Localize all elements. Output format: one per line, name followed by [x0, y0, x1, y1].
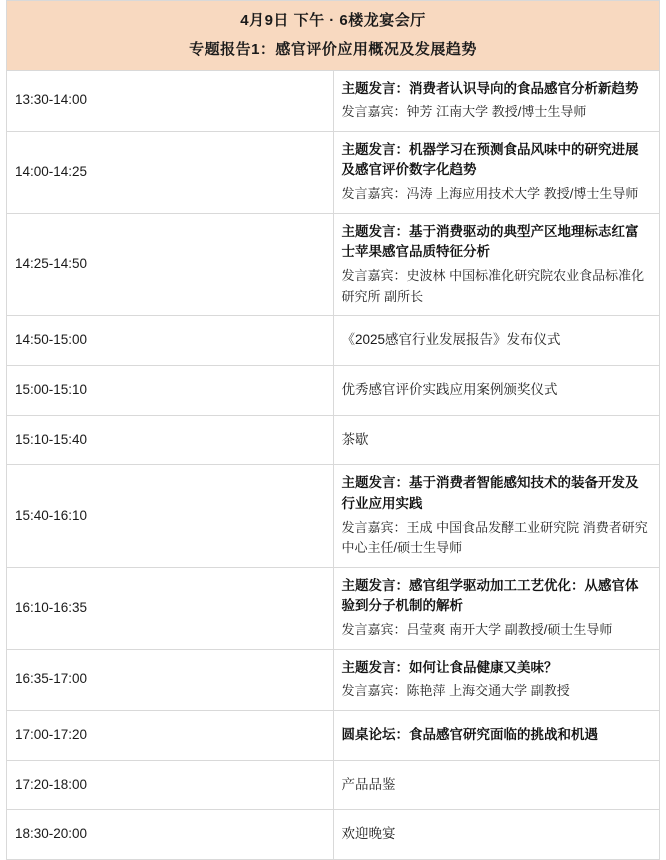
- row-content: [333, 315, 660, 365]
- row-topic: 主题发言：如何让食品健康又美味？: [341, 659, 558, 675]
- row-text: 优秀感官评价实践应用案例颁奖仪式: [341, 381, 558, 397]
- session-datetime-venue: 4月9日 下午 · 6楼龙宴会厅: [240, 12, 426, 29]
- row-time: 17:00-17:20: [7, 710, 334, 760]
- table-row: [7, 131, 660, 213]
- session-header-cell: [7, 1, 660, 71]
- row-topic: 主题发言：基于消费驱动的典型产区地理标志红富士苹果感官品质特征分析: [341, 223, 639, 260]
- table-row: [7, 213, 660, 315]
- row-content: [333, 760, 660, 810]
- row-speaker: 发言嘉宾：冯涛 上海应用技术大学 教授/博士生导师: [341, 186, 639, 202]
- row-time: 16:35-17:00: [7, 649, 334, 710]
- row-content: [333, 365, 660, 415]
- table-row: [7, 465, 660, 567]
- row-time: 18:30-20:00: [7, 810, 334, 860]
- row-content: [333, 213, 660, 315]
- schedule-table-body: [7, 1, 660, 860]
- row-topic: 主题发言：消费者认识导向的食品感官分析新趋势: [341, 80, 639, 96]
- row-speaker: 发言嘉宾：吕莹爽 南开大学 副教授/硕士生导师: [341, 622, 613, 638]
- row-content: [333, 649, 660, 710]
- row-content: [333, 415, 660, 465]
- row-time: 14:50-15:00: [7, 315, 334, 365]
- row-content: [333, 465, 660, 567]
- row-content: [333, 710, 660, 760]
- row-text: 茶歇: [341, 431, 369, 447]
- table-row: [7, 710, 660, 760]
- schedule-header-row: [7, 1, 660, 71]
- row-topic: 主题发言：基于消费者智能感知技术的装备开发及行业应用实践: [341, 475, 639, 512]
- table-row: [7, 649, 660, 710]
- table-row: [7, 810, 660, 860]
- table-row: [7, 70, 660, 131]
- row-speaker: 发言嘉宾：史波林 中国标准化研究院农业食品标准化研究所 副所长: [341, 268, 645, 304]
- table-row: [7, 567, 660, 649]
- row-time: 15:10-15:40: [7, 415, 334, 465]
- row-time: 16:10-16:35: [7, 567, 334, 649]
- table-row: [7, 365, 660, 415]
- table-row: [7, 760, 660, 810]
- row-text: 欢迎晚宴: [341, 826, 396, 842]
- row-time: 14:00-14:25: [7, 131, 334, 213]
- row-speaker: 发言嘉宾：王成 中国食品发酵工业研究院 消费者研究中心主任/硕士生导师: [341, 520, 648, 556]
- row-time: 17:20-18:00: [7, 760, 334, 810]
- row-content: [333, 131, 660, 213]
- row-text: 产品品鉴: [341, 776, 396, 792]
- row-topic: 主题发言：机器学习在预测食品风味中的研究进展及感官评价数字化趋势: [341, 141, 639, 178]
- row-text: 《2025感官行业发展报告》发布仪式: [341, 331, 561, 347]
- row-content: [333, 70, 660, 131]
- session-title: 专题报告1：感官评价应用概况及发展趋势: [189, 41, 477, 59]
- row-topic: 主题发言：感官组学驱动加工工艺优化：从感官体验到分子机制的解析: [341, 577, 639, 614]
- row-text: 圆桌论坛：食品感官研究面临的挑战和机遇: [341, 726, 598, 742]
- row-time: 15:40-16:10: [7, 465, 334, 567]
- table-row: [7, 415, 660, 465]
- row-speaker: 发言嘉宾：钟芳 江南大学 教授/博士生导师: [341, 104, 587, 120]
- row-content: [333, 810, 660, 860]
- row-content: [333, 567, 660, 649]
- table-row: [7, 315, 660, 365]
- row-time: 14:25-14:50: [7, 213, 334, 315]
- row-time: 15:00-15:10: [7, 365, 334, 415]
- row-speaker: 发言嘉宾：陈艳萍 上海交通大学 副教授: [341, 683, 570, 699]
- row-time: 13:30-14:00: [7, 70, 334, 131]
- schedule-table: [6, 0, 660, 860]
